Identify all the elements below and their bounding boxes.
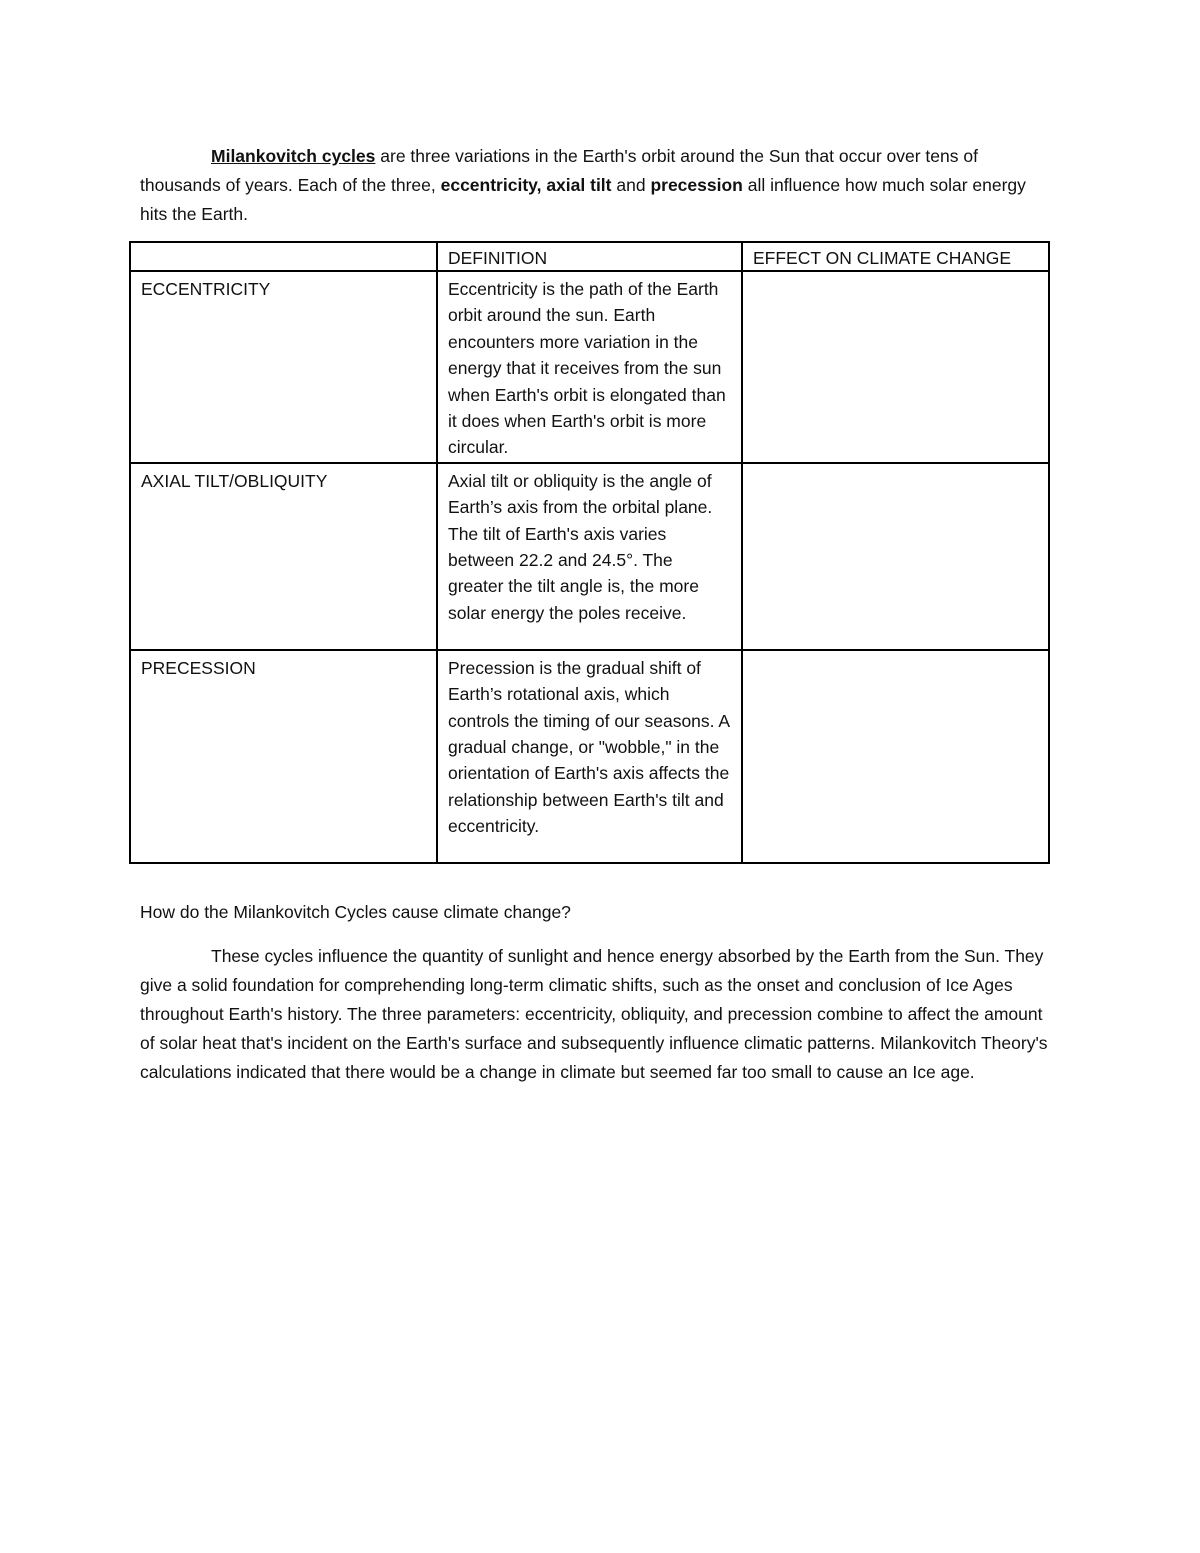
- row-label-axial-tilt: AXIAL TILT/OBLIQUITY: [130, 463, 437, 650]
- intro-text: all influence how much solar energy hits the Earth.: [140, 175, 1026, 224]
- effect-precession: [742, 650, 1049, 863]
- row-label-precession: PRECESSION: [130, 650, 437, 863]
- term-precession: precession: [650, 175, 743, 195]
- table-header-row: [130, 242, 1049, 271]
- term-axial-tilt: axial tilt: [546, 175, 612, 195]
- definition-precession: Precession is the gradual shift of Earth’s rotational axis, which controls the timing of our seasons. A gradual change, or "wobble," in the orientation of Earth's axis affects the relationship between Earth's tilt and eccentricity.: [437, 650, 742, 863]
- table-row: [130, 650, 1049, 863]
- header-cell-effect: EFFECT ON CLIMATE CHANGE: [742, 242, 1049, 271]
- intro-paragraph: [140, 142, 1056, 229]
- effect-eccentricity: [742, 271, 1049, 463]
- row-label-eccentricity: ECCENTRICITY: [130, 271, 437, 463]
- definition-axial-tilt: Axial tilt or obliquity is the angle of Earth’s axis from the orbital plane. The tilt of Earth's axis varies between 22.2 and 24.5°. The greater the tilt angle is, the more solar energy the poles receive.: [437, 463, 742, 650]
- question-heading: How do the Milankovitch Cycles cause climate change?: [140, 902, 571, 922]
- effect-axial-tilt: [742, 463, 1049, 650]
- answer-paragraph: These cycles influence the quantity of sunlight and hence energy absorbed by the Earth from the Sun. They give a solid foundation for comprehending long-term climatic shifts, such as the onset and conclusion of Ice Ages throughout Earth's history. The three parameters: eccentricity, obliquity, and precession combine to affect the amount of solar heat that's incident on the Earth's surface and subsequently influence climatic patterns. Milankovitch Theory's calculations indicated that there would be a change in climate but seemed far too small to cause an Ice age.: [140, 946, 1048, 1082]
- term-milankovitch-cycles: Milankovitch cycles: [211, 146, 376, 166]
- header-cell-definition: DEFINITION: [437, 242, 742, 271]
- term-eccentricity: eccentricity,: [440, 175, 542, 195]
- header-cell-blank: [130, 242, 437, 271]
- milankovitch-table: [129, 241, 1050, 864]
- table-row: [130, 463, 1049, 650]
- definition-eccentricity: Eccentricity is the path of the Earth orbit around the sun. Earth encounters more variation in the energy that it receives from the sun when Earth's orbit is elongated than it does when Earth's orbit is more circular.: [437, 271, 742, 463]
- intro-text: and: [611, 175, 651, 195]
- intro-text: are three variations in the Earth's orbit around the Sun that occur over tens of thousands of years. Each of the three,: [140, 146, 978, 195]
- table-row: [130, 271, 1049, 463]
